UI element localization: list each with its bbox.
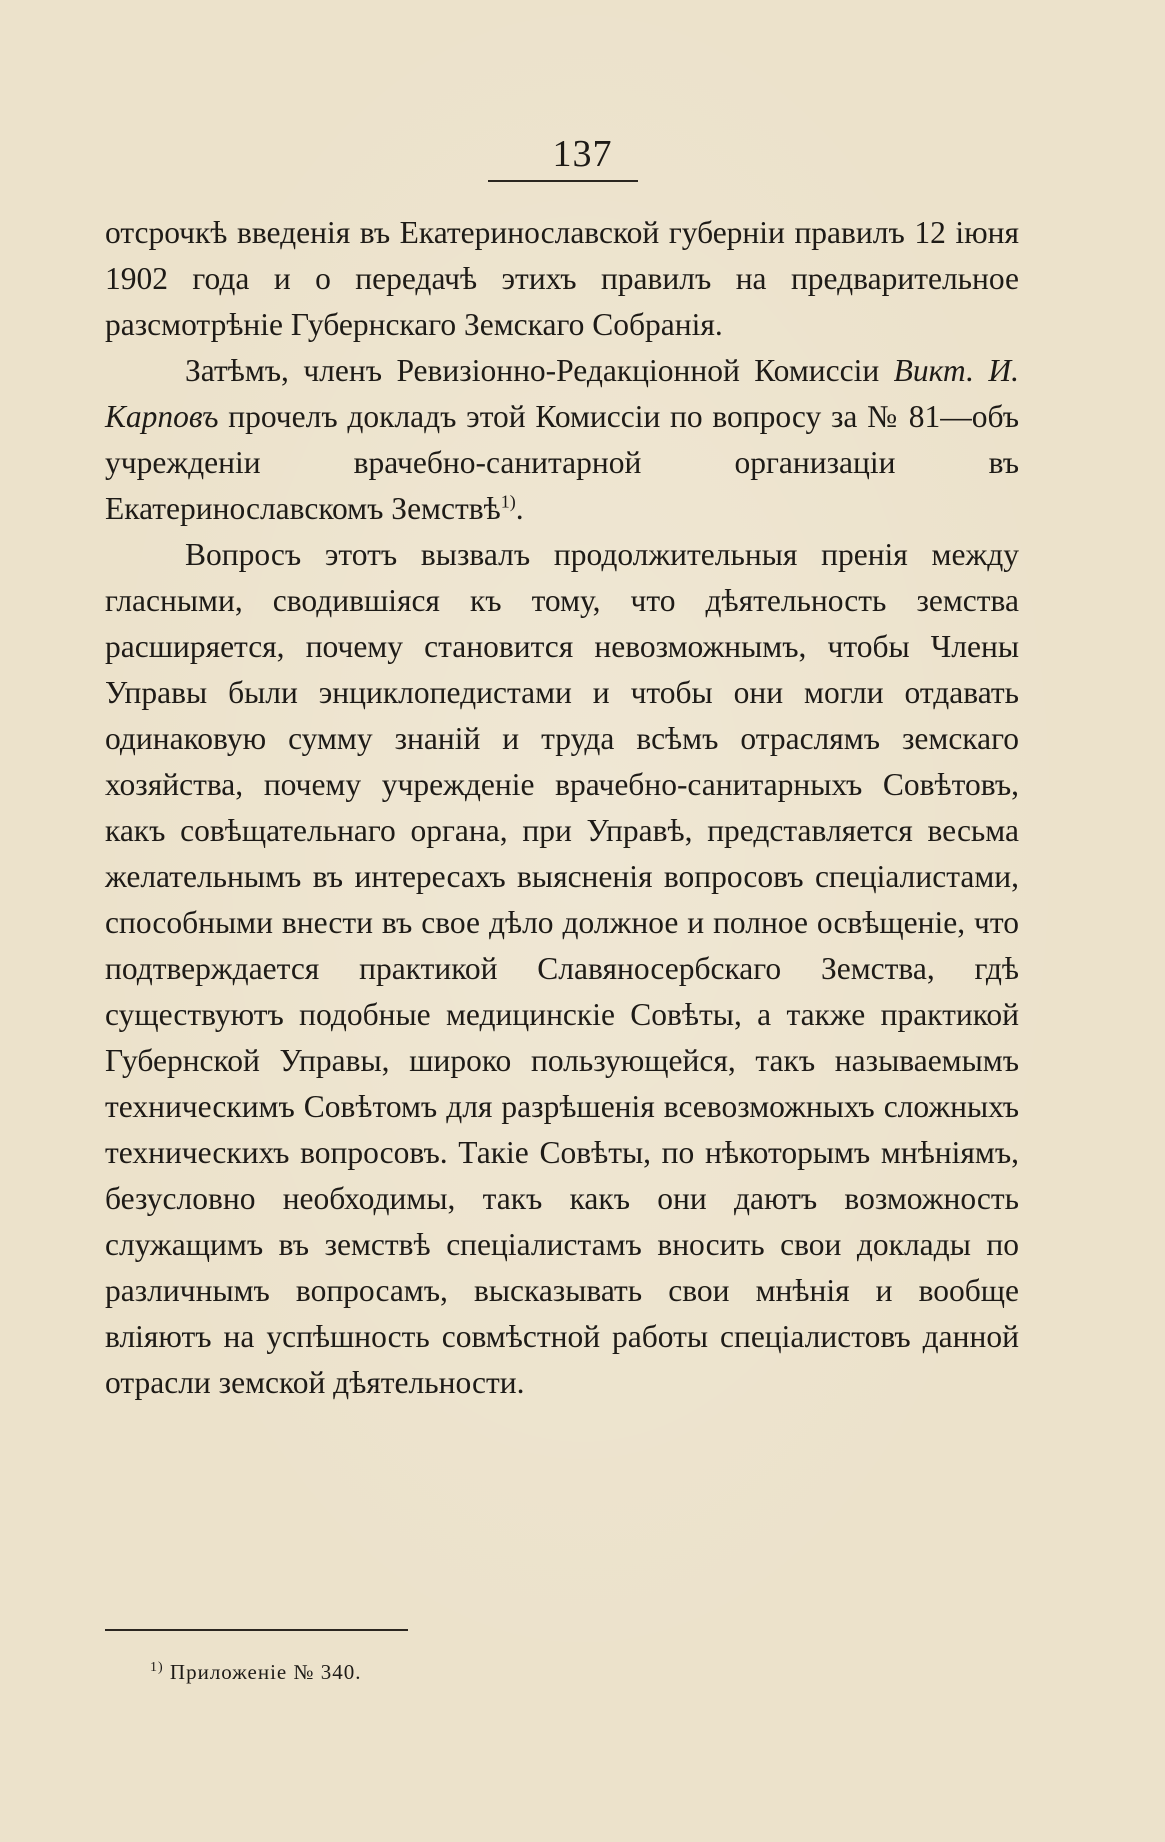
page-number: 137: [552, 133, 613, 175]
footnote-marker: 1): [150, 1660, 164, 1675]
paragraph-1: отсрочкѣ введенія въ Екатеринославской губерніи правилъ 12 іюня 1902 года и о передачѣ этихъ правилъ на предварительное разсмотрѣніе Губернскаго Земскаго Собранія.: [105, 215, 1019, 342]
body-text: [105, 210, 1019, 1406]
speaker-name: Викт. И. Карповъ: [105, 353, 1019, 434]
footnote: [150, 1658, 850, 1686]
paragraph-3: Вопросъ этотъ вызвалъ продолжительныя пренія между гласными, сводившіяся къ тому, что дѣятельность земства расширяется, почему становится невозможнымъ, чтобы Члены Управы были энциклопедистами и чтобы они могли отдавать одинаковую сумму знаній и труда всѣмъ отраслямъ земскаго хозяйства, почему учрежденіе врачебно-санитарныхъ Совѣтовъ, какъ совѣщательнаго органа, при Управѣ, представляется весьма желательнымъ въ интересахъ выясненія вопросовъ спеціалистами, способными внести въ свое дѣло должное и полное освѣщеніе, что подтверждается практикой Славяносербскаго Земства, гдѣ существуютъ подобные медицинскіе Совѣты, а также практикой Губернской Управы, широко пользующейся, такъ называемымъ техническимъ Совѣтомъ для разрѣшенія всевозможныхъ сложныхъ техническихъ вопросовъ. Такіе Совѣты, по нѣкоторымъ мнѣніямъ, безусловно необходимы, такъ какъ они даютъ возможность служащимъ въ земствѣ спеціалистамъ вносить свои доклады по различнымъ вопросамъ, высказывать свои мнѣнія и вообще вліяютъ на успѣшность совмѣстной работы спеціалистовъ данной отрасли земской дѣятельности.: [105, 537, 1019, 1400]
footnote-reference[interactable]: 1): [500, 491, 516, 512]
paragraph-2-start: Затѣмъ, членъ Ревизіонно-Редакціонной Комиссіи: [185, 353, 880, 388]
page-number-rule: [488, 180, 638, 182]
paragraph-2-end: .: [515, 491, 524, 526]
footnote-rule: [105, 1629, 408, 1631]
paragraph-2: [105, 348, 1019, 532]
footnote-text: Приложеніе № 340.: [169, 1660, 362, 1684]
paragraph-2-body: прочелъ докладъ этой Комиссіи по вопросу за № 81—объ учрежденіи врачебно-санитарной организаціи въ Екатеринославскомъ Земствѣ: [105, 399, 1020, 526]
